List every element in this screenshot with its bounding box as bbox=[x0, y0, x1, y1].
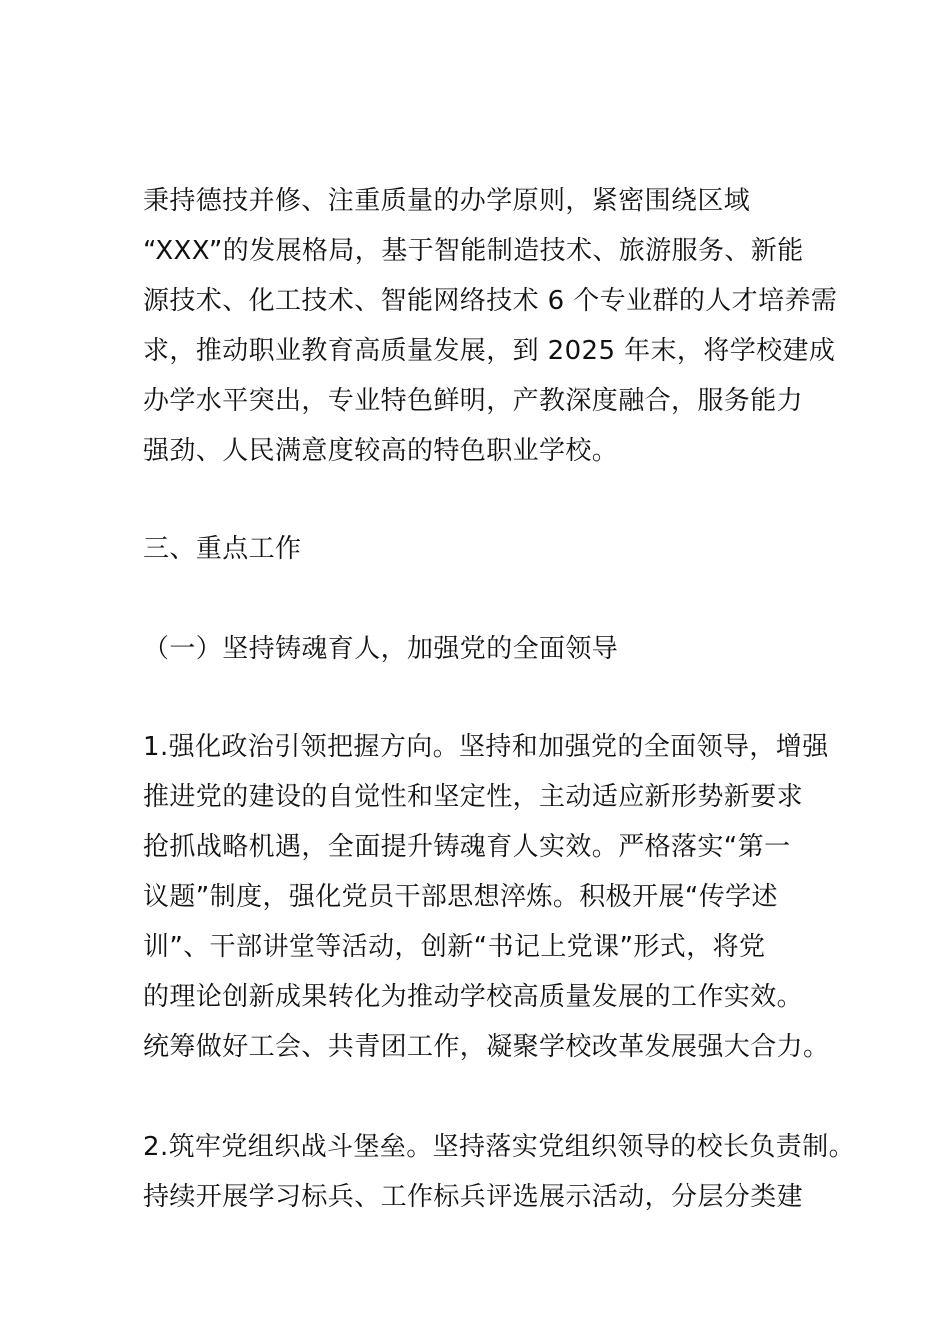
paragraph-line: 统筹做好工会、共青团工作，凝聚学校改革发展强大合力。 bbox=[143, 1032, 830, 1062]
paragraph-line: 2.筑牢党组织战斗堡垒。坚持落实党组织领导的校长负责制。 bbox=[143, 1132, 856, 1162]
paragraph-line: 1.强化政治引领把握方向。坚持和加强党的全面领导，增强 bbox=[143, 732, 829, 762]
subsection-heading: （一）坚持铸魂育人，加强党的全面领导 bbox=[143, 634, 619, 664]
paragraph-line: 持续开展学习标兵、工作标兵评选展示活动，分层分类建 bbox=[143, 1182, 804, 1212]
paragraph-line: 强劲、人民满意度较高的特色职业学校。 bbox=[143, 436, 619, 466]
paragraph-line: 的理论创新成果转化为推动学校高质量发展的工作实效。 bbox=[143, 982, 804, 1012]
paragraph-line: “XXX”的发展格局，基于智能制造技术、旅游服务、新能 bbox=[143, 236, 804, 266]
paragraph-line: 源技术、化工技术、智能网络技术 6 个专业群的人才培养需 bbox=[143, 286, 838, 316]
paragraph-line: 秉持德技并修、注重质量的办学原则，紧密围绕区域 bbox=[143, 186, 751, 216]
paragraph-line: 求，推动职业教育高质量发展，到 2025 年末，将学校建成 bbox=[143, 336, 836, 366]
paragraph-line: 训”、干部讲堂等活动，创新“书记上党课”形式，将党 bbox=[143, 932, 766, 962]
paragraph-line: 推进党的建设的自觉性和坚定性，主动适应新形势新要求 bbox=[143, 782, 804, 812]
paragraph-line: 议题”制度，强化党员干部思想淬炼。积极开展“传学述 bbox=[143, 882, 778, 912]
paragraph-line: 抢抓战略机遇，全面提升铸魂育人实效。严格落实“第一 bbox=[143, 832, 791, 862]
paragraph-line: 办学水平突出，专业特色鲜明，产教深度融合，服务能力 bbox=[143, 386, 804, 416]
section-heading: 三、重点工作 bbox=[143, 534, 302, 564]
